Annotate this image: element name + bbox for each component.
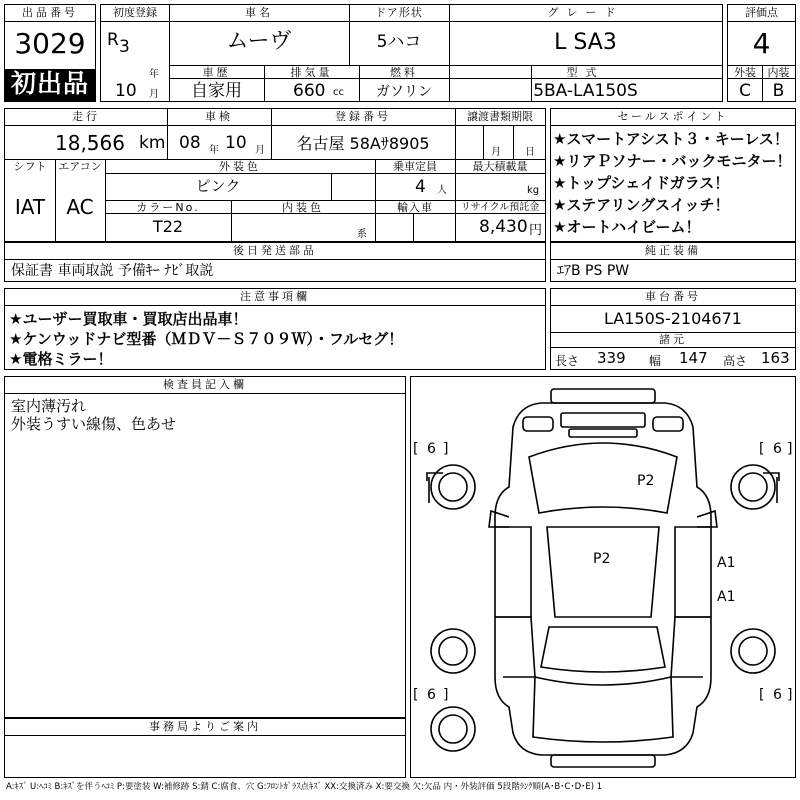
tire-mark-front-left: ] (443, 441, 449, 457)
model-label: 型式 (566, 66, 605, 79)
inspection-year: 08 (179, 133, 201, 153)
displacement-value: 660 (293, 81, 326, 101)
exterior-label: 外装 (734, 66, 756, 79)
tire-mark-rear-left: ] (443, 687, 449, 703)
shift-label: シフト (13, 160, 47, 173)
first-reg-year: 3 (119, 37, 130, 57)
inspector-label: 検査員記入欄 (163, 378, 247, 391)
transfer-day-unit: 日 (525, 147, 535, 158)
capacity-unit: 人 (437, 185, 447, 196)
first-listing-badge: 初出品 (5, 69, 95, 101)
int-color-label: 内装色 (282, 201, 324, 214)
inspection-month-unit: 月 (255, 145, 265, 156)
vehicle-header-box (100, 4, 723, 102)
first-reg-year-unit: 年 (149, 69, 159, 80)
capacity-value: 4 (415, 177, 426, 197)
chassis-label: 車台番号 (645, 290, 701, 303)
tire-mark-rear-right: 6 (773, 687, 782, 703)
color-no-value: T22 (152, 217, 184, 236)
damage-mark-right-rear-door: A1 (717, 589, 736, 605)
recycle-value: 8,430 (479, 217, 528, 237)
displacement-label: 排気量 (290, 66, 333, 79)
damage-mark-right-front-door: A1 (717, 555, 736, 571)
equipment-label: 純正装備 (645, 244, 701, 257)
office-notice-box (4, 718, 406, 778)
shift-value: IAT (14, 195, 46, 219)
damage-mark-roof: P2 (593, 551, 611, 567)
tire-mark-front-right: 6 (773, 441, 782, 457)
plate-value: 名古屋 58Aｻ8905 (296, 134, 430, 153)
tire-mark-rear-right: ] (787, 687, 793, 703)
note-item: ★ケンウッドナビ型番（ＭＤＶ－Ｓ７０９Ｗ）・フルセグ！ (9, 330, 404, 348)
interior-label: 内装 (767, 66, 790, 79)
chassis-value: LA150S-2104671 (604, 309, 742, 328)
delivery-parts-box (4, 242, 546, 282)
first-reg-month: 10 (115, 81, 137, 101)
color-value: ピンク (195, 177, 241, 195)
tire-mark-rear-left: 6 (427, 687, 436, 703)
notes-label: 注意事項欄 (240, 290, 310, 303)
ac-label: エアコン (58, 160, 102, 173)
height-value: 163 (761, 349, 790, 367)
fuel-value: ガソリン (376, 84, 432, 100)
sales-point-item: ★ステアリングスイッチ！ (553, 196, 730, 214)
length-label: 長さ (555, 354, 580, 368)
vehicle-details-box (4, 108, 546, 242)
car-name: ムーヴ (226, 29, 292, 54)
lot-number-box (4, 4, 96, 102)
fuel-label: 燃料 (390, 66, 418, 79)
mileage-unit: km (139, 133, 166, 153)
inspection-month: 10 (225, 133, 247, 153)
plate-label: 登録番号 (335, 110, 391, 123)
car-diagram (411, 377, 795, 777)
first-reg-era: R (107, 30, 119, 50)
first-reg-label: 初度登録 (113, 6, 157, 19)
displacement-unit: cc (333, 87, 344, 98)
score-box (727, 4, 796, 102)
history-label: 車歴 (202, 66, 231, 79)
damage-mark-hood: P2 (637, 473, 655, 489)
length-value: 339 (597, 349, 626, 367)
notes-box (4, 288, 546, 370)
tire-mark-front-left: [ (413, 441, 419, 457)
sales-point-item: ★オートハイビーム！ (553, 218, 701, 236)
legend-footer: A:ｷｽﾞ U:ﾍｺﾐ B:ｷｽﾞを伴うﾍｺﾐ P:要塗装 W:補修跡 S:錆 C:腐食、穴 G:ﾌﾛﾝﾄｶﾞﾗｽ点ｷｽﾞ XX:交換済み X:要交換 欠:欠品 内・外装評価 5段階ﾗﾝｸ順(A･B･C･D･E) 1 (6, 782, 603, 792)
sales-point-item: ★リアＰソナー・バックモニター！ (553, 152, 792, 170)
transfer-month-unit: 月 (491, 147, 501, 158)
model-value: 5BA-LA150S (533, 81, 638, 101)
chassis-box (550, 288, 796, 370)
color-no-label: カラーNo. (136, 201, 200, 214)
height-label: 高さ (723, 354, 748, 368)
sales-points-box (550, 108, 796, 242)
recycle-unit: 円 (529, 223, 543, 238)
score-value: 4 (752, 27, 771, 60)
mileage-label: 走行 (72, 110, 100, 123)
tire-mark-front-right: ] (787, 441, 793, 457)
interior-value: B (772, 81, 785, 101)
load-unit: kg (527, 185, 540, 196)
sales-point-item: ★スマートアシスト３・キーレス！ (553, 130, 789, 148)
spec-label: 諸元 (659, 333, 687, 346)
inspection-label: 車検 (205, 110, 233, 123)
car-name-label: 車名 (245, 6, 273, 19)
color-label: 外装色 (219, 160, 261, 173)
transfer-label: 譲渡書類期限 (467, 110, 533, 123)
lot-number-label: 出品番号 (22, 6, 78, 19)
import-label: 輸入車 (397, 201, 433, 214)
note-item: ★電格ミラー！ (9, 350, 113, 368)
tire-mark-front-left: 6 (427, 441, 436, 457)
first-reg-month-unit: 月 (149, 89, 159, 100)
history-value: 自家用 (191, 81, 242, 101)
recycle-label: リサイクル預託金 (460, 202, 540, 213)
width-value: 147 (679, 349, 708, 367)
sales-points-label: セールスポイント (617, 110, 729, 123)
inspector-box (4, 376, 406, 718)
lot-number: 3029 (14, 27, 86, 60)
sales-point-item: ★トップシェイドガラス！ (553, 174, 730, 192)
equipment-value: ｴｱB PS PW (557, 263, 630, 279)
tire-mark-front-right: [ (759, 441, 765, 457)
int-color-unit: 系 (357, 229, 367, 240)
car-diagram-box (410, 376, 796, 778)
inspector-line: 室内薄汚れ (11, 397, 87, 415)
load-label: 最大積載量 (472, 160, 528, 173)
inspection-year-unit: 年 (209, 145, 219, 156)
delivery-parts-value: 保証書 車両取説 予備ｷｰ ﾅﾋﾞ取説 (11, 263, 214, 279)
score-label: 評価点 (745, 6, 778, 19)
delivery-parts-label: 後日発送部品 (233, 244, 317, 257)
door-value: 5ハコ (376, 32, 422, 52)
exterior-value: C (739, 81, 751, 101)
door-label: ドア形状 (375, 6, 423, 19)
width-label: 幅 (649, 354, 662, 368)
ac-value: AC (66, 195, 94, 219)
inspector-line: 外装うすい線傷、色あせ (11, 415, 177, 433)
tire-mark-rear-left: [ (413, 687, 419, 703)
tire-mark-rear-right: [ (759, 687, 765, 703)
mileage-value: 18,566 (55, 131, 125, 155)
capacity-label: 乗車定員 (393, 160, 437, 173)
equipment-box (550, 242, 796, 282)
grade-label: グレード (547, 6, 624, 19)
note-item: ★ユーザー買取車・買取店出品車！ (9, 310, 248, 328)
office-notice-label: 事務局よりご案内 (149, 720, 261, 733)
grade-value: L SA3 (554, 30, 617, 55)
